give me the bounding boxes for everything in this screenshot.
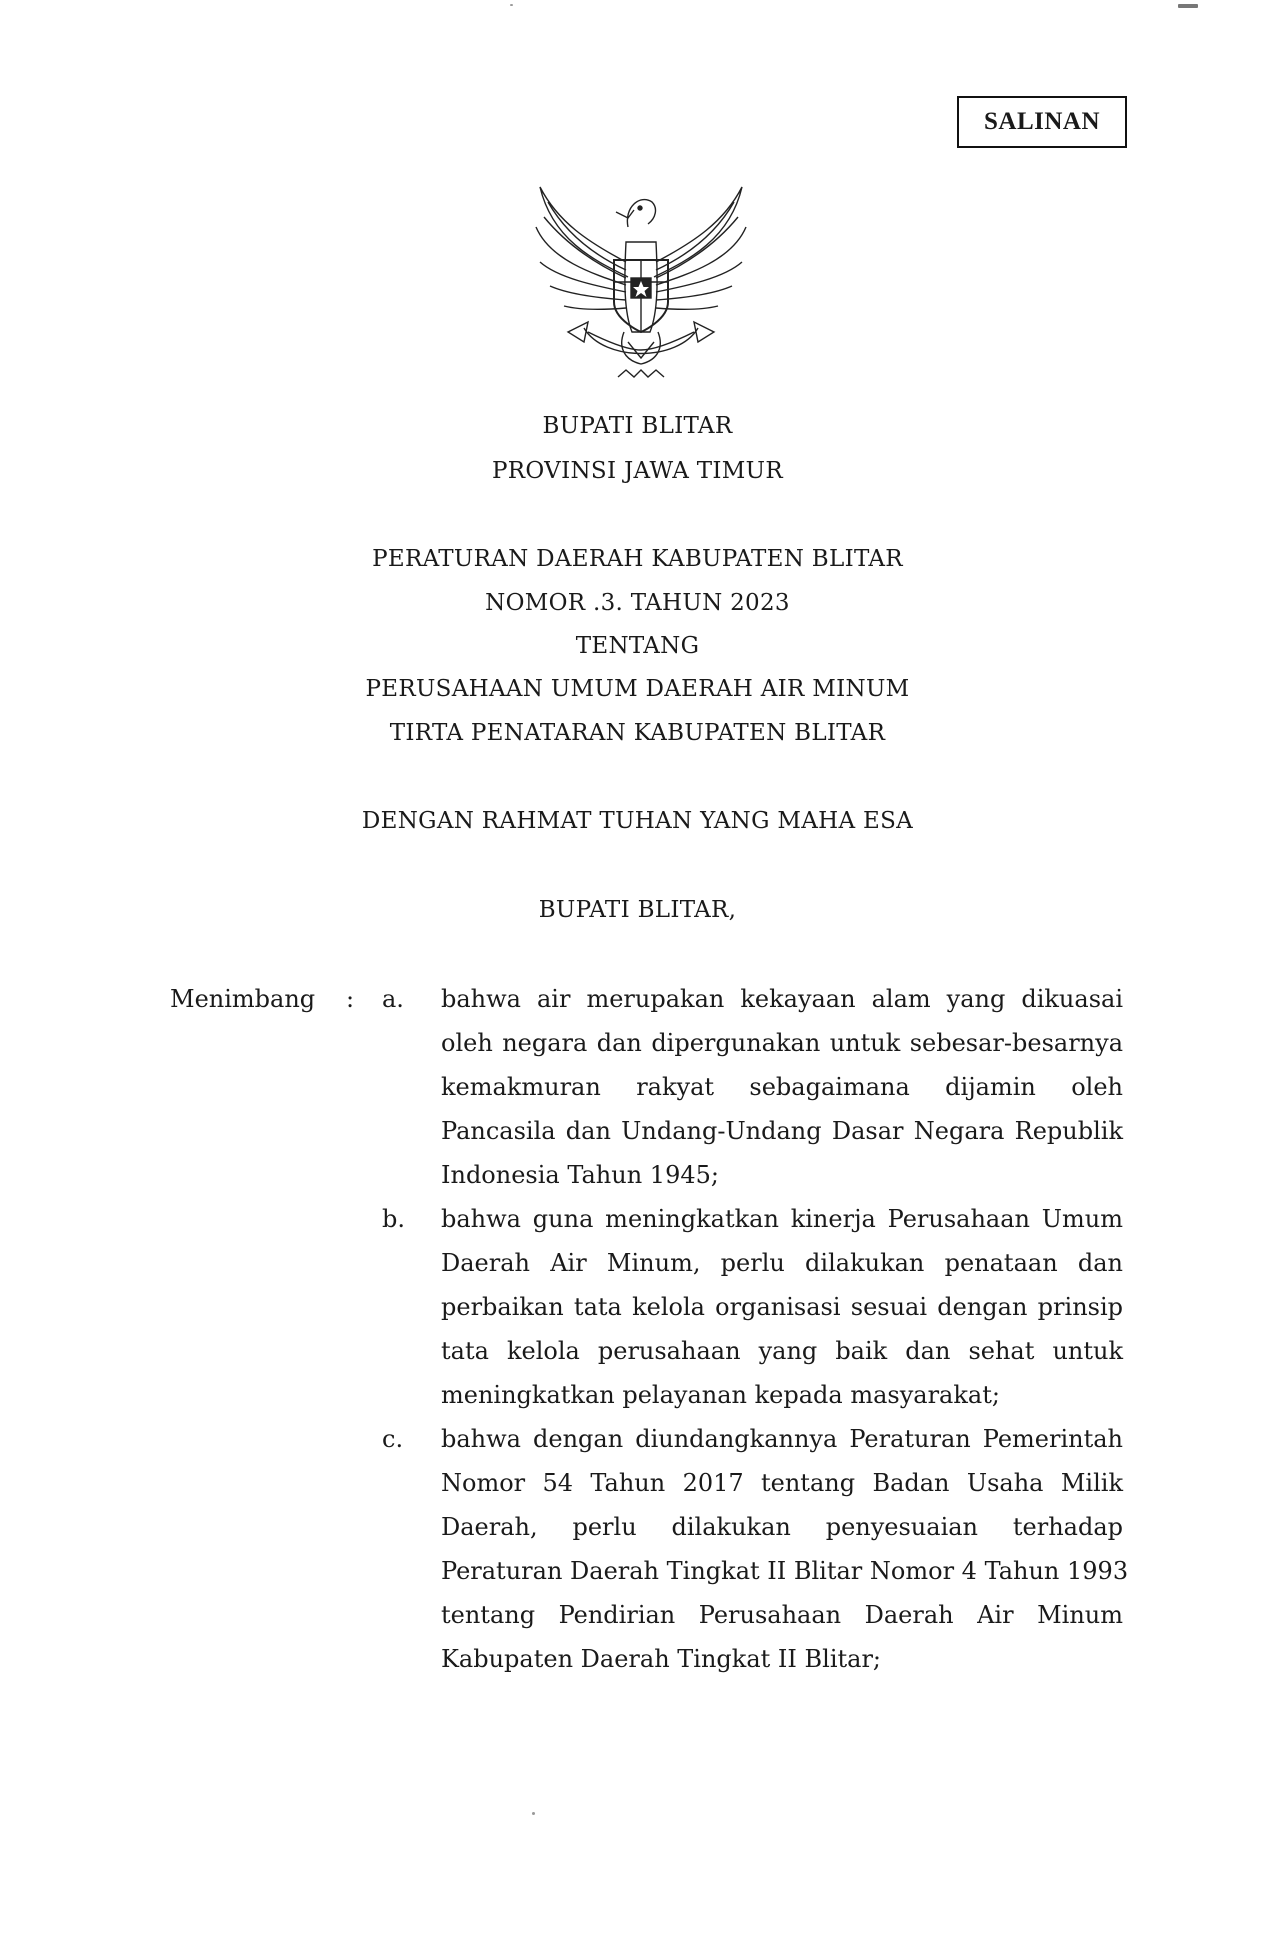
- regulation-subject-line-2: TIRTA PENATARAN KABUPATEN BLITAR: [389, 720, 886, 746]
- invocation: DENGAN RAHMAT TUHAN YANG MAHA ESA: [361, 808, 914, 834]
- item-a-line: Pancasila dan Undang-Undang Dasar Negara Republik: [441, 1117, 1123, 1145]
- item-c-line: Peraturan Daerah Tingkat II Blitar Nomor 4 Tahun 1993: [441, 1557, 1129, 1585]
- item-letter-a: a.: [382, 985, 404, 1013]
- official-title: BUPATI BLITAR: [542, 413, 733, 439]
- considering-colon: :: [346, 985, 355, 1013]
- item-c-line: bahwa dengan diundangkannya Peraturan Pemerintah: [441, 1425, 1123, 1453]
- item-a-line: bahwa air merupakan kekayaan alam yang dikuasai: [441, 985, 1123, 1013]
- item-c-line: Daerah, perlu dilakukan penyesuaian terhadap: [441, 1513, 1123, 1541]
- province-title: PROVINSI JAWA TIMUR: [492, 458, 783, 484]
- scan-speck: [510, 4, 513, 6]
- considering-label: Menimbang: [170, 985, 316, 1013]
- garuda-emblem-icon: [528, 182, 754, 392]
- item-a-line: Indonesia Tahun 1945;: [441, 1161, 719, 1189]
- signatory-title: BUPATI BLITAR,: [538, 897, 737, 923]
- item-c-line: tentang Pendirian Perusahaan Daerah Air Minum: [441, 1601, 1123, 1629]
- item-letter-b: b.: [382, 1205, 405, 1233]
- regulation-number: NOMOR .3. TAHUN 2023: [485, 590, 790, 616]
- item-b-line: Daerah Air Minum, perlu dilakukan penataan dan: [441, 1249, 1123, 1277]
- salinan-stamp: SALINAN: [957, 96, 1127, 148]
- item-b-line: perbaikan tata kelola organisasi sesuai dengan prinsip: [441, 1293, 1123, 1321]
- item-b-line: bahwa guna meningkatkan kinerja Perusahaan Umum: [441, 1205, 1123, 1233]
- item-c-line: Kabupaten Daerah Tingkat II Blitar;: [441, 1645, 882, 1673]
- item-b-line: meningkatkan pelayanan kepada masyarakat;: [441, 1381, 1000, 1409]
- regulation-subject-line-1: PERUSAHAAN UMUM DAERAH AIR MINUM: [365, 676, 910, 702]
- scan-speck: [532, 1812, 535, 1815]
- regulation-about: TENTANG: [575, 633, 700, 659]
- item-a-line: kemakmuran rakyat sebagaimana dijamin oleh: [441, 1073, 1123, 1101]
- regulation-title-line-1: PERATURAN DAERAH KABUPATEN BLITAR: [372, 546, 903, 572]
- item-letter-c: c.: [382, 1425, 404, 1453]
- item-c-line: Nomor 54 Tahun 2017 tentang Badan Usaha Milik: [441, 1469, 1123, 1497]
- item-a-line: oleh negara dan dipergunakan untuk sebesar-besarnya: [441, 1029, 1123, 1057]
- item-b-line: tata kelola perusahaan yang baik dan sehat untuk: [441, 1337, 1123, 1365]
- scan-mark: [1178, 4, 1198, 8]
